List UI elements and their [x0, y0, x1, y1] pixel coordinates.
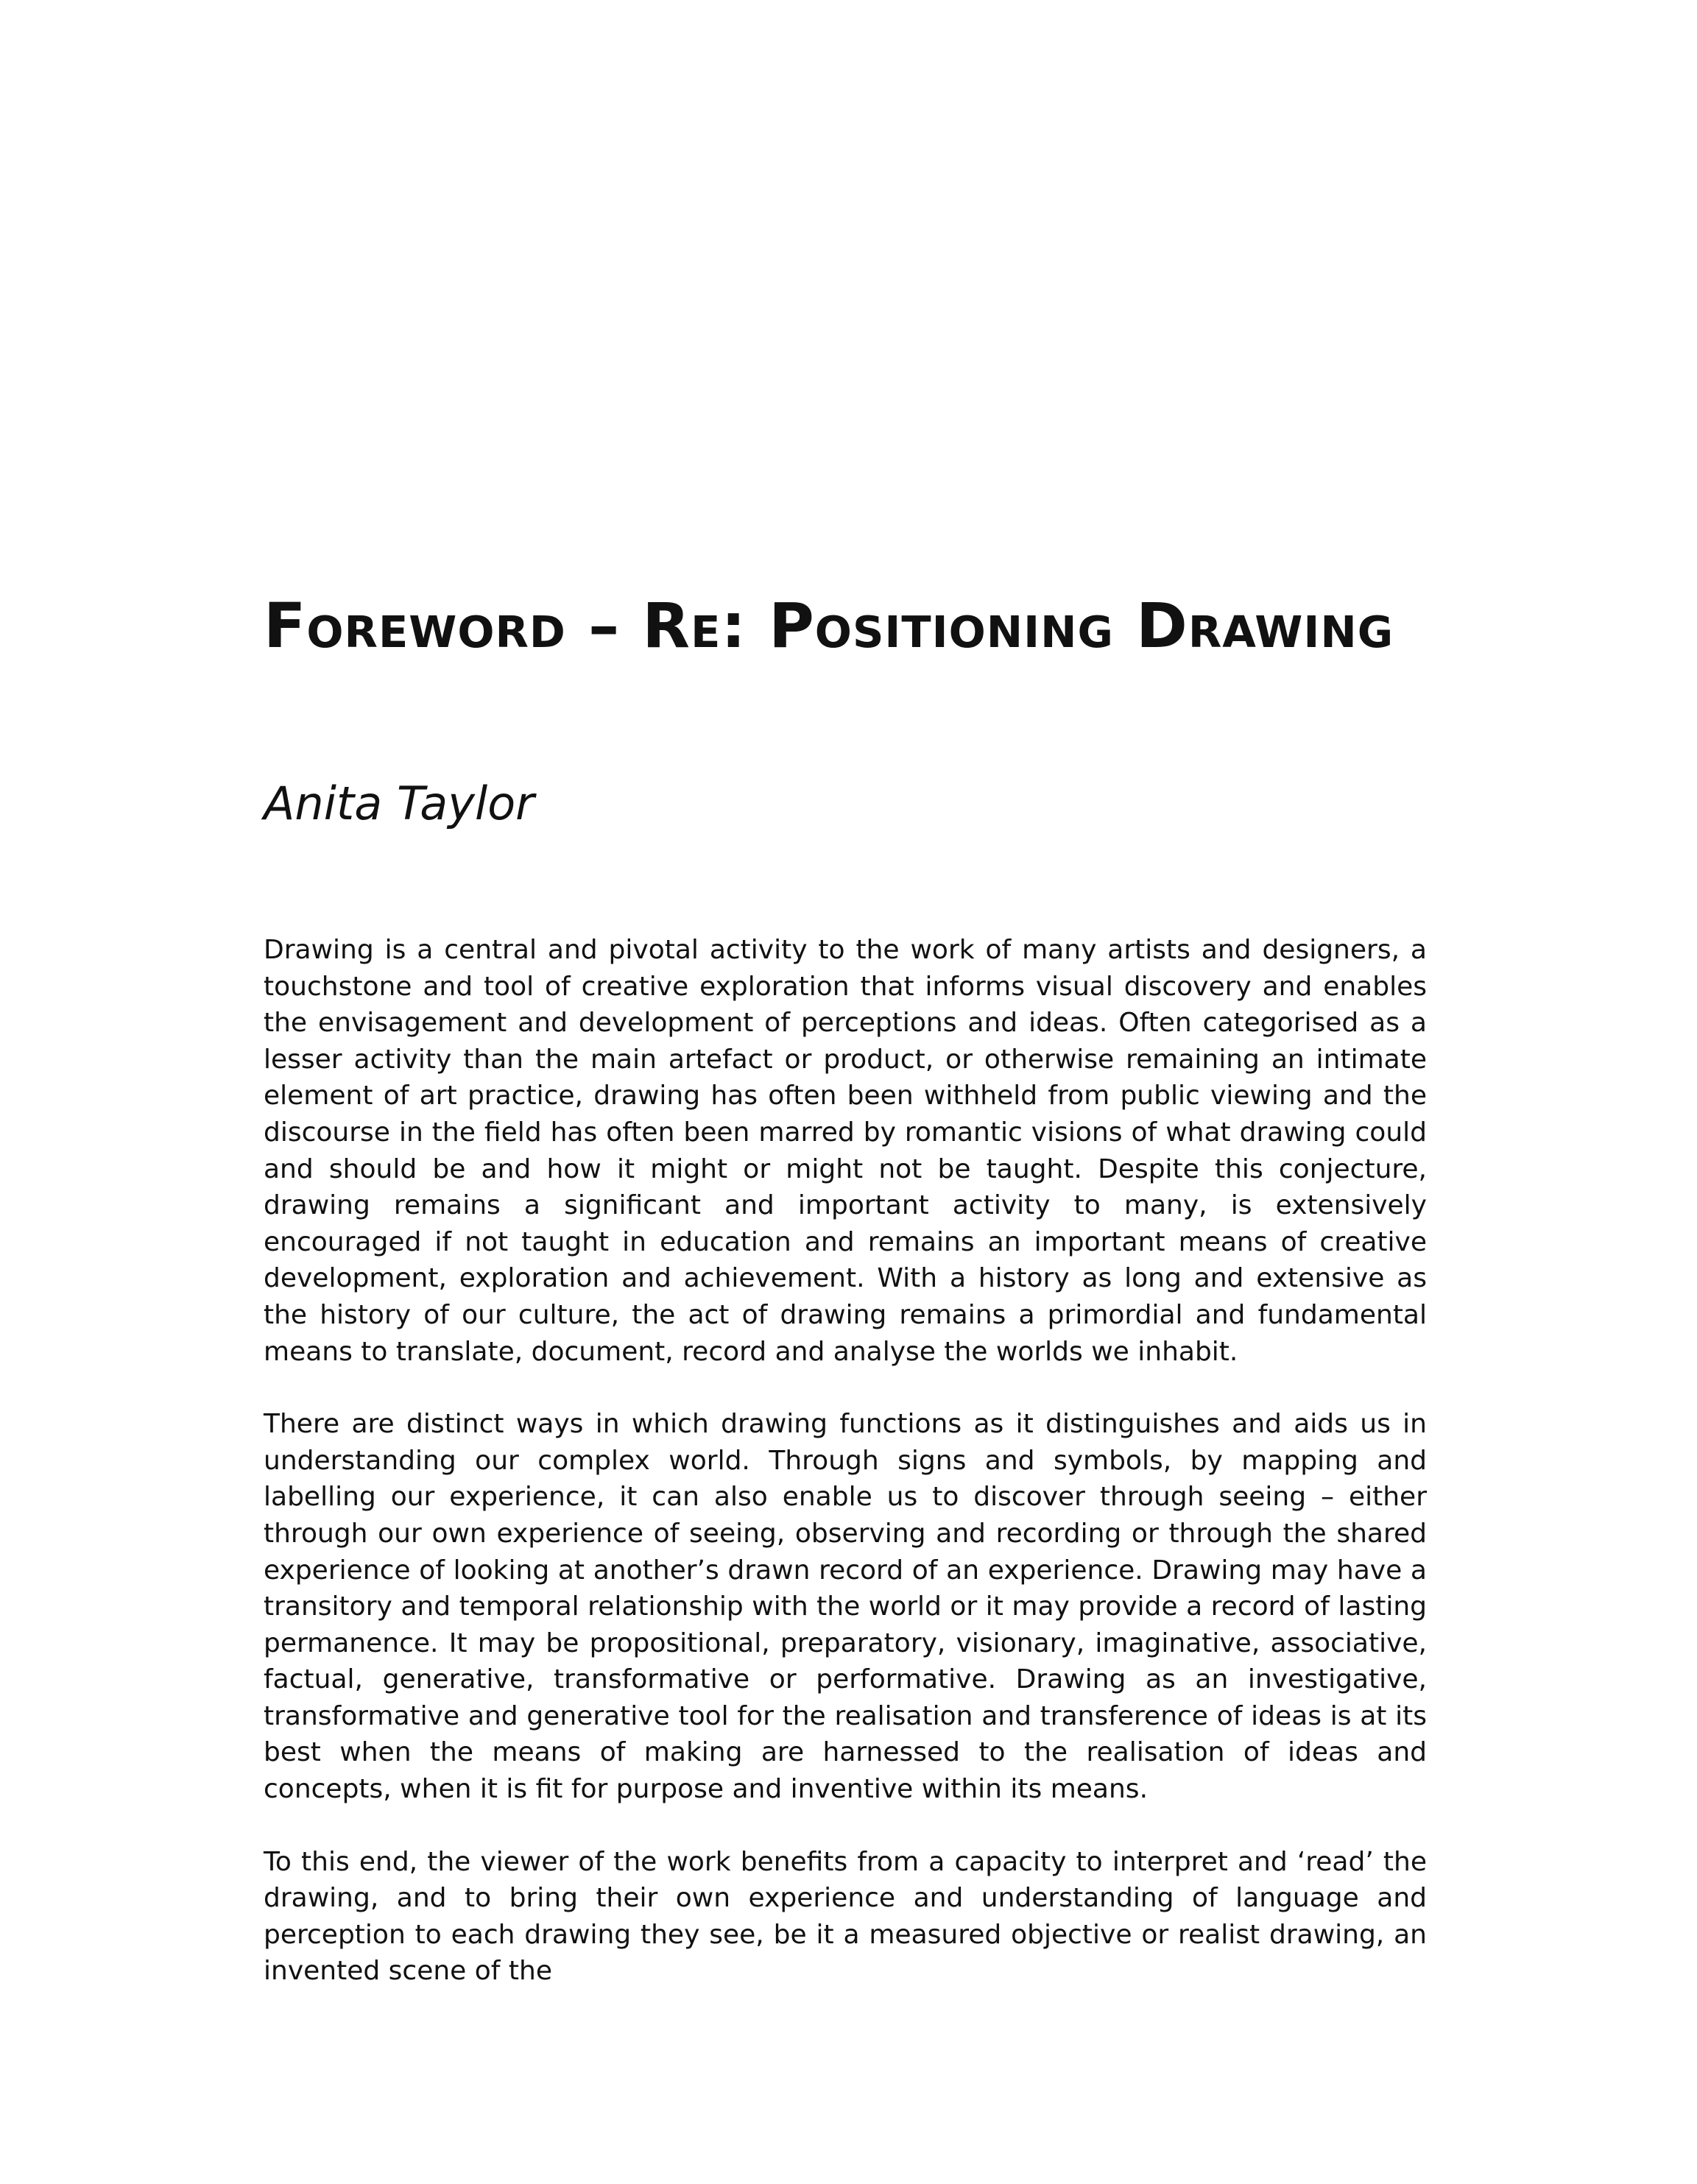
paragraph-2: There are distinct ways in which drawing functions as it distinguishes and aids us in understanding our complex world. Through signs and symbols, by mapping and labelling our experience, it can also enable us to discover through seeing – either through our own experience of seeing, observing and recording or through the shared experience of looking at another’s drawn record of an experience. Drawing may have a transitory and temporal relationship with the world or it may provide a record of lasting permanence. It may be propositional, preparatory, visionary, imaginative, associative, factual, generative, transformative or performative. Drawing as an investigative, transformative and generative tool for the realisation and transference of ideas is at its best when the means of making are harnessed to the realisation of ideas and concepts, when it is fit for purpose and inventive within its means.	[264, 1409, 1427, 1805]
author-name: Anita Taylor	[264, 777, 534, 830]
paragraph-3: To this end, the viewer of the work benefits from a capacity to interpret and ‘read’ the drawing, and to bring their own experience and understanding of language and perception to each drawing they see, be it a measured objective or realist drawing, an invented scene of the	[264, 1846, 1427, 1987]
paragraph-1: Drawing is a central and pivotal activity to the work of many artists and designers, a touchstone and tool of creative exploration that informs visual discovery and enables the envisagement and development of perceptions and ideas. Often categorised as a lesser activity than the main artefact or product, or otherwise remaining an intimate element of art practice, drawing has often been withheld from public viewing and the discourse in the field has often been marred by romantic visions of what drawing could and should be and how it might or might not be taught. Despite this conjecture, drawing remains a significant and important activity to many, is extensively encouraged if not taught in education and remains an important means of creative development, exploration and achievement. With a history as long and extensive as the history of our culture, the act of drawing remains a primordial and fundamental means to translate, document, record and analyse the worlds we inhabit.	[264, 935, 1427, 1367]
body-text	[264, 932, 1427, 2026]
chapter-title: Foreword – Re: Positioning Drawing	[264, 590, 1394, 662]
